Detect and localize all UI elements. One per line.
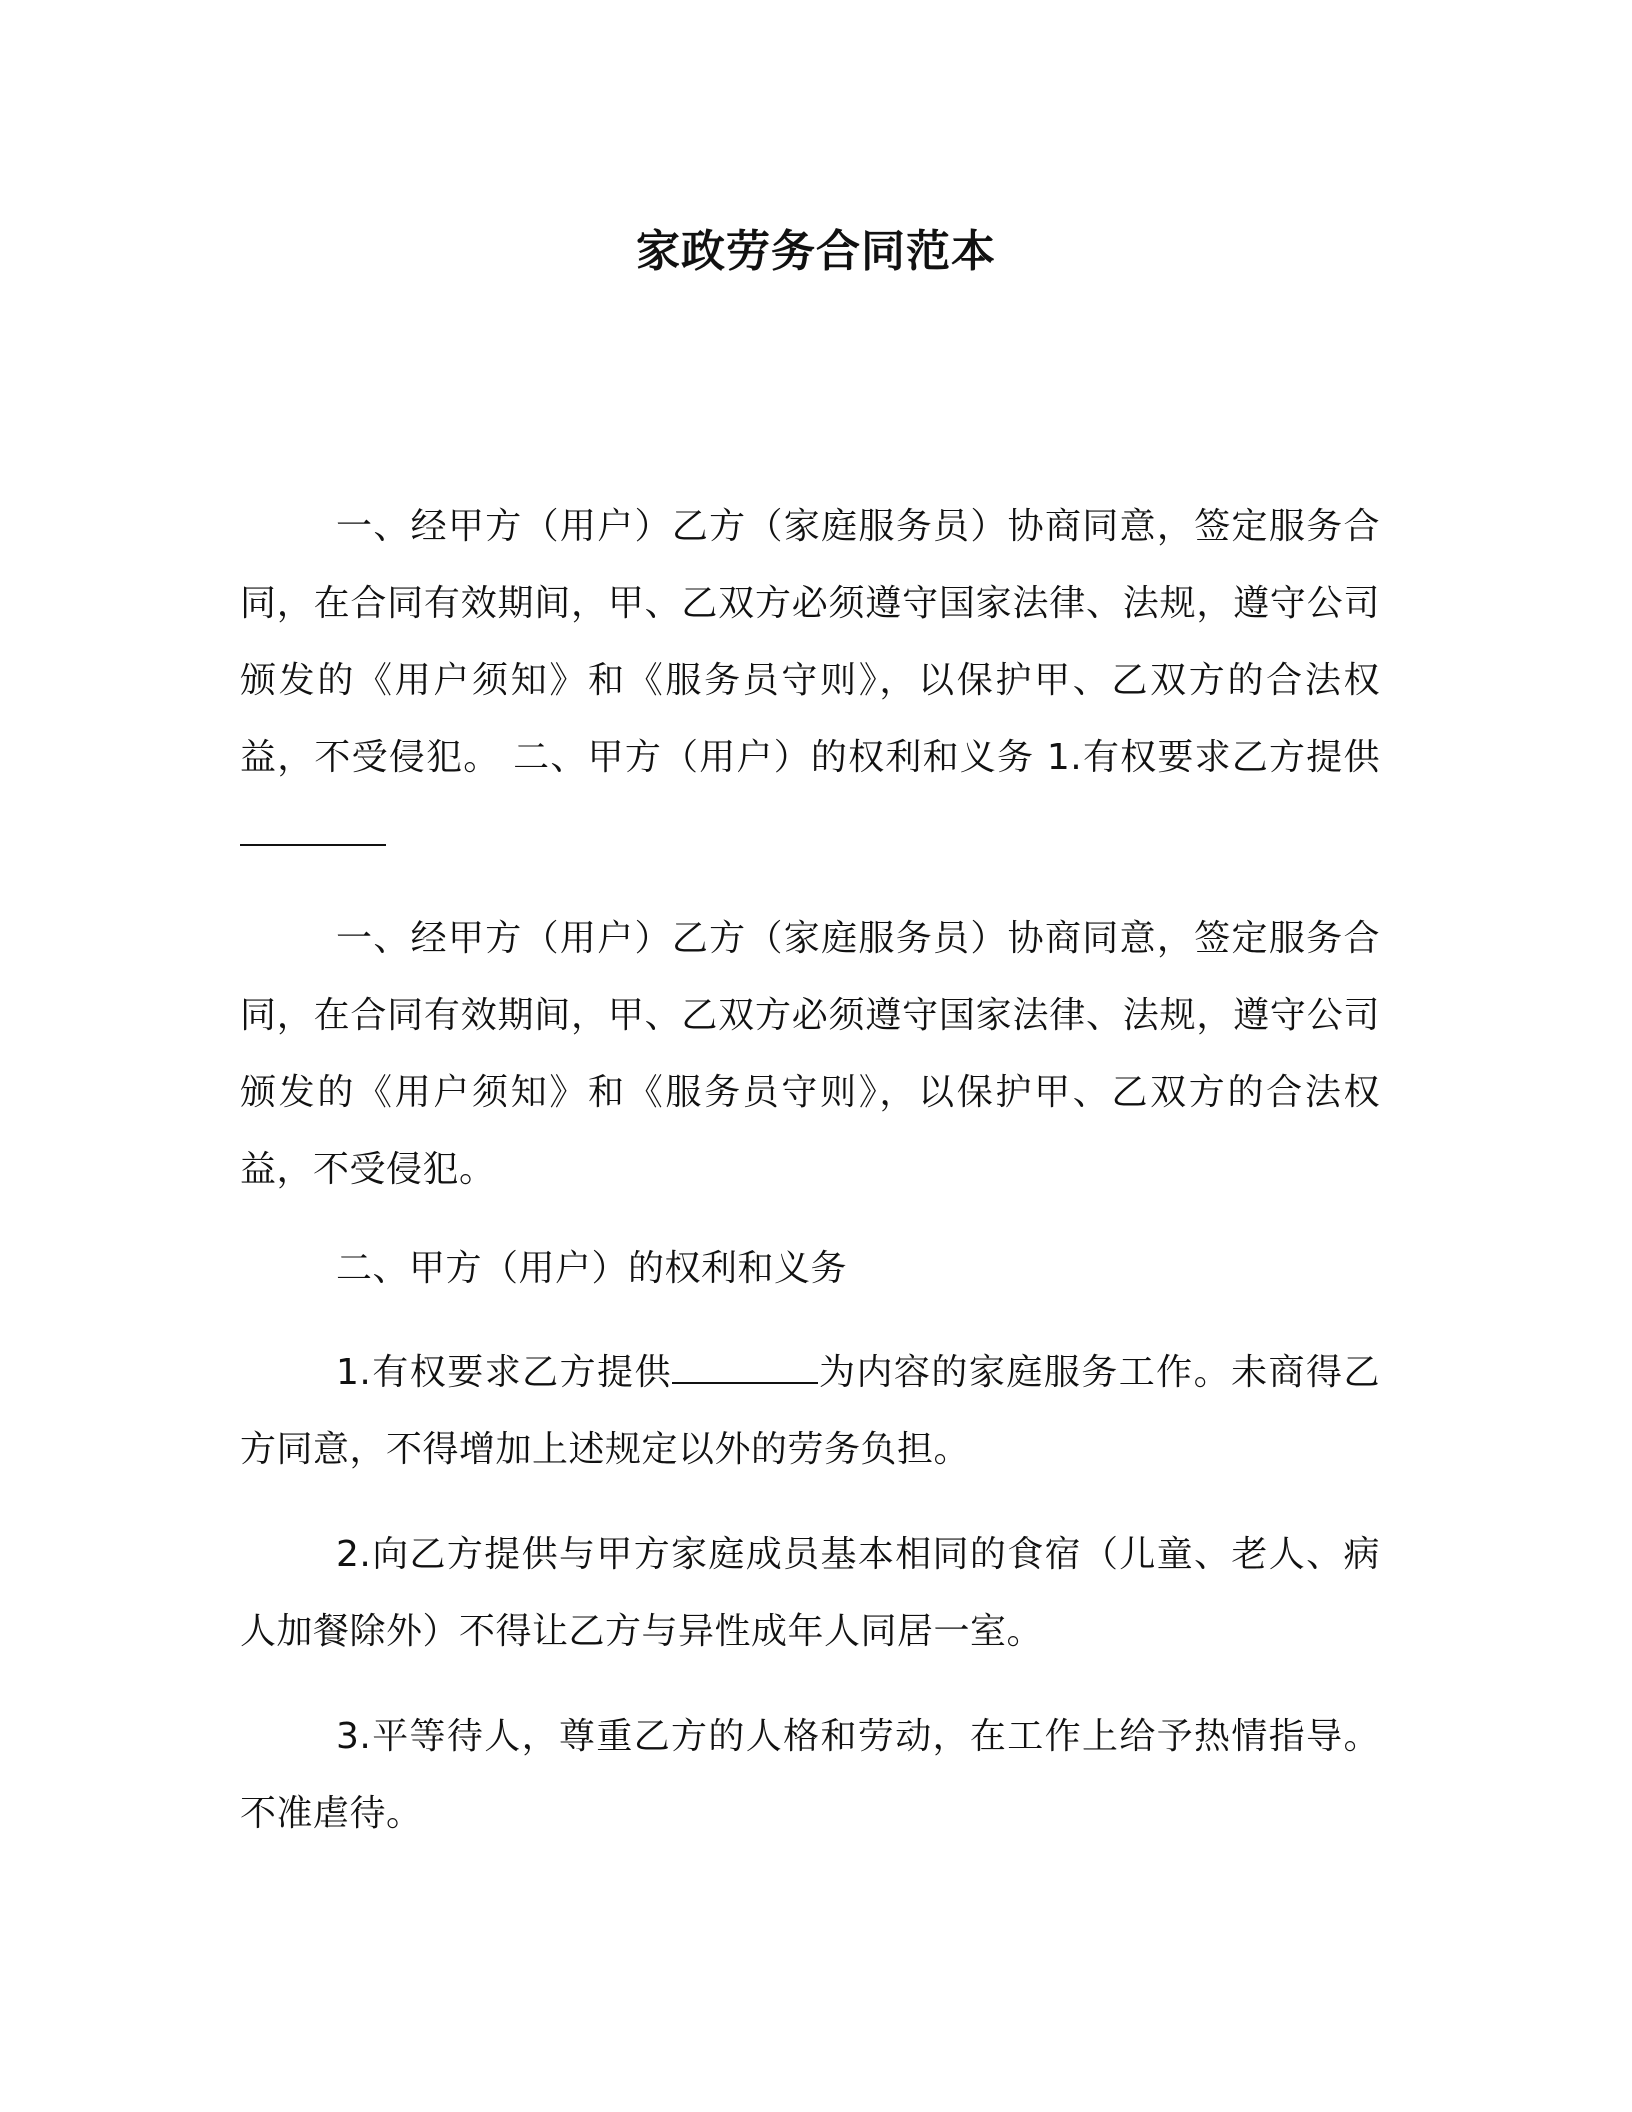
paragraph-6 <box>240 1698 1380 1852</box>
section-heading: 二、甲方（用户）的权利和义务 <box>336 1248 848 1289</box>
fill-in-blank <box>240 814 386 846</box>
fill-in-blank <box>672 1352 818 1384</box>
paragraph-1 <box>240 488 1380 873</box>
paragraph-4-text-start: 1.有权要求乙方提供 <box>336 1352 673 1393</box>
paragraph-4 <box>240 1334 1380 1488</box>
paragraph-5-text: 2.向乙方提供与甲方家庭成员基本相同的食宿（儿童、老人、病人加餐除外）不得让乙方与异性成年人同居一室。 <box>240 1534 1380 1652</box>
document-title: 家政劳务合同范本 <box>636 226 996 277</box>
paragraph-3 <box>240 1230 1380 1307</box>
paragraph-5 <box>240 1516 1380 1670</box>
paragraph-2-text: 一、经甲方（用户）乙方（家庭服务员）协商同意，签定服务合同，在合同有效期间，甲、乙双方必须遵守国家法律、法规，遵守公司颁发的《用户须知》和《服务员守则》，以保护甲、乙双方的合法权益，不受侵犯。 <box>240 918 1380 1190</box>
paragraph-6-text: 3.平等待人，尊重乙方的人格和劳动，在工作上给予热情指导。不准虐待。 <box>240 1716 1380 1834</box>
paragraph-2 <box>240 900 1380 1208</box>
paragraph-1-text: 一、经甲方（用户）乙方（家庭服务员）协商同意，签定服务合同，在合同有效期间，甲、乙双方必须遵守国家法律、法规，遵守公司颁发的《用户须知》和《服务员守则》，以保护甲、乙双方的合法权益，不受侵犯。 二、甲方（用户）的权利和义务 1.有权要求乙方提供 <box>240 506 1380 778</box>
paragraph-4-text-end: 为内容的家庭服务工作。未商得乙方同意，不得增加上述规定以外的劳务负担。 <box>240 1352 1380 1470</box>
